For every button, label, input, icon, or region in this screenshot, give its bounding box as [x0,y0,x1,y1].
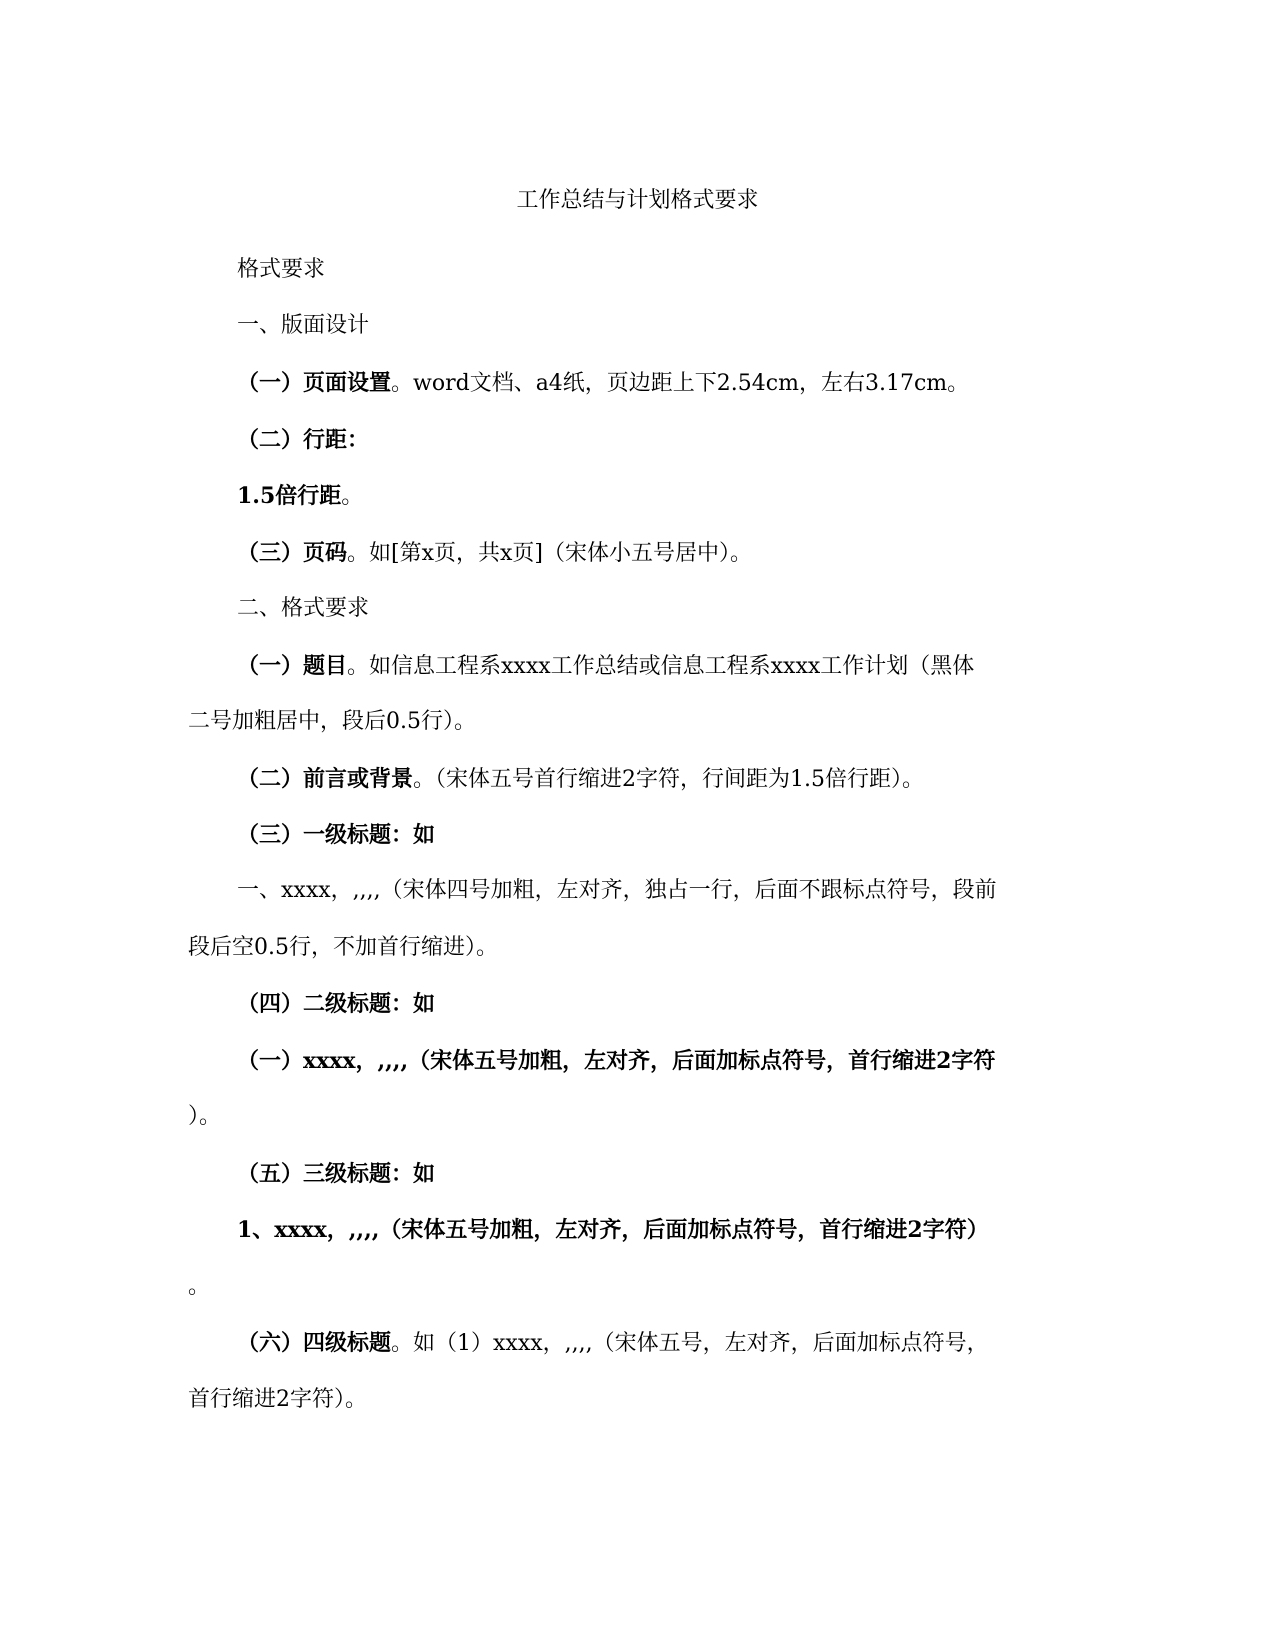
item-level4-heading-continued [0,1385,1275,1415]
text: 。如（1）xxxx，,,,,（宋体五号，左对齐，后面加标点符号， [391,1331,989,1356]
item-level2-heading [0,989,1275,1020]
item-title-continued [0,707,1275,737]
item-line-spacing [0,425,1275,456]
bold-label: （六）四级标题 [237,1330,392,1356]
text: 一、xxxx，,,,,（宋体四号加粗，左对齐，独占一行，后面不跟标点符号，段前 [237,878,997,903]
heading-format-requirements [0,594,1275,624]
text: 首行缩进2字符）。 [188,1387,367,1412]
text: ）。 [188,1104,222,1129]
item-level1-example-continued [0,933,1275,963]
item-line-spacing-value [0,481,1275,512]
item-level4-heading [0,1328,1275,1359]
item-level2-example-continued [0,1102,1275,1132]
bold-label: （三）页码 [237,540,348,566]
text: 二号加粗居中，段后0.5行）。 [188,709,476,734]
item-level1-example [0,876,1275,906]
text: 。 [188,1274,211,1299]
bold-label: 1.5倍行距 [237,483,342,509]
bold-label: （三）一级标题：如 [237,822,436,848]
item-page-setup [0,368,1275,399]
text: 格式要求 [237,257,326,282]
text: 。word文档、a4纸，页边距上下2.54cm，左右3.17cm。 [391,371,970,396]
text: 。 [341,484,364,509]
text: 。如[第x页，共x页]（宋体小五号居中）。 [347,541,752,566]
bold-label: 1、xxxx，,,,,（宋体五号加粗，左对齐，后面加标点符号，首行缩进2字符） [237,1217,989,1243]
bold-label: （五）三级标题：如 [237,1161,436,1187]
bold-label: （一）xxxx，,,,,（宋体五号加粗，左对齐，后面加标点符号，首行缩进2字符 [237,1048,996,1074]
item-level3-heading [0,1159,1275,1190]
bold-label: （一）题目 [237,653,348,679]
bold-label: （二）前言或背景 [237,766,414,792]
item-level1-heading [0,820,1275,851]
bold-label: （二）行距： [237,427,370,453]
paragraph-format-requirements [0,255,1275,285]
document-title: 工作总结与计划格式要求 [516,188,759,213]
text: 段后空0.5行，不加首行缩进）。 [188,935,498,960]
text: 。（宋体五号首行缩进2字符，行间距为1.5倍行距）。 [413,767,925,792]
item-preface [0,764,1275,795]
item-level3-example-continued [0,1272,1275,1302]
item-page-number [0,538,1275,569]
item-level2-example [0,1046,1275,1077]
item-level3-example [0,1215,1275,1246]
text: 二、格式要求 [237,596,370,621]
text: 。如信息工程系xxxx工作总结或信息工程系xxxx工作计划（黑体 [347,654,975,679]
heading-layout-design [0,311,1275,341]
item-title [0,651,1275,682]
text: 一、版面设计 [237,313,370,338]
bold-label: （四）二级标题：如 [237,991,436,1017]
bold-label: （一）页面设置 [237,370,392,396]
